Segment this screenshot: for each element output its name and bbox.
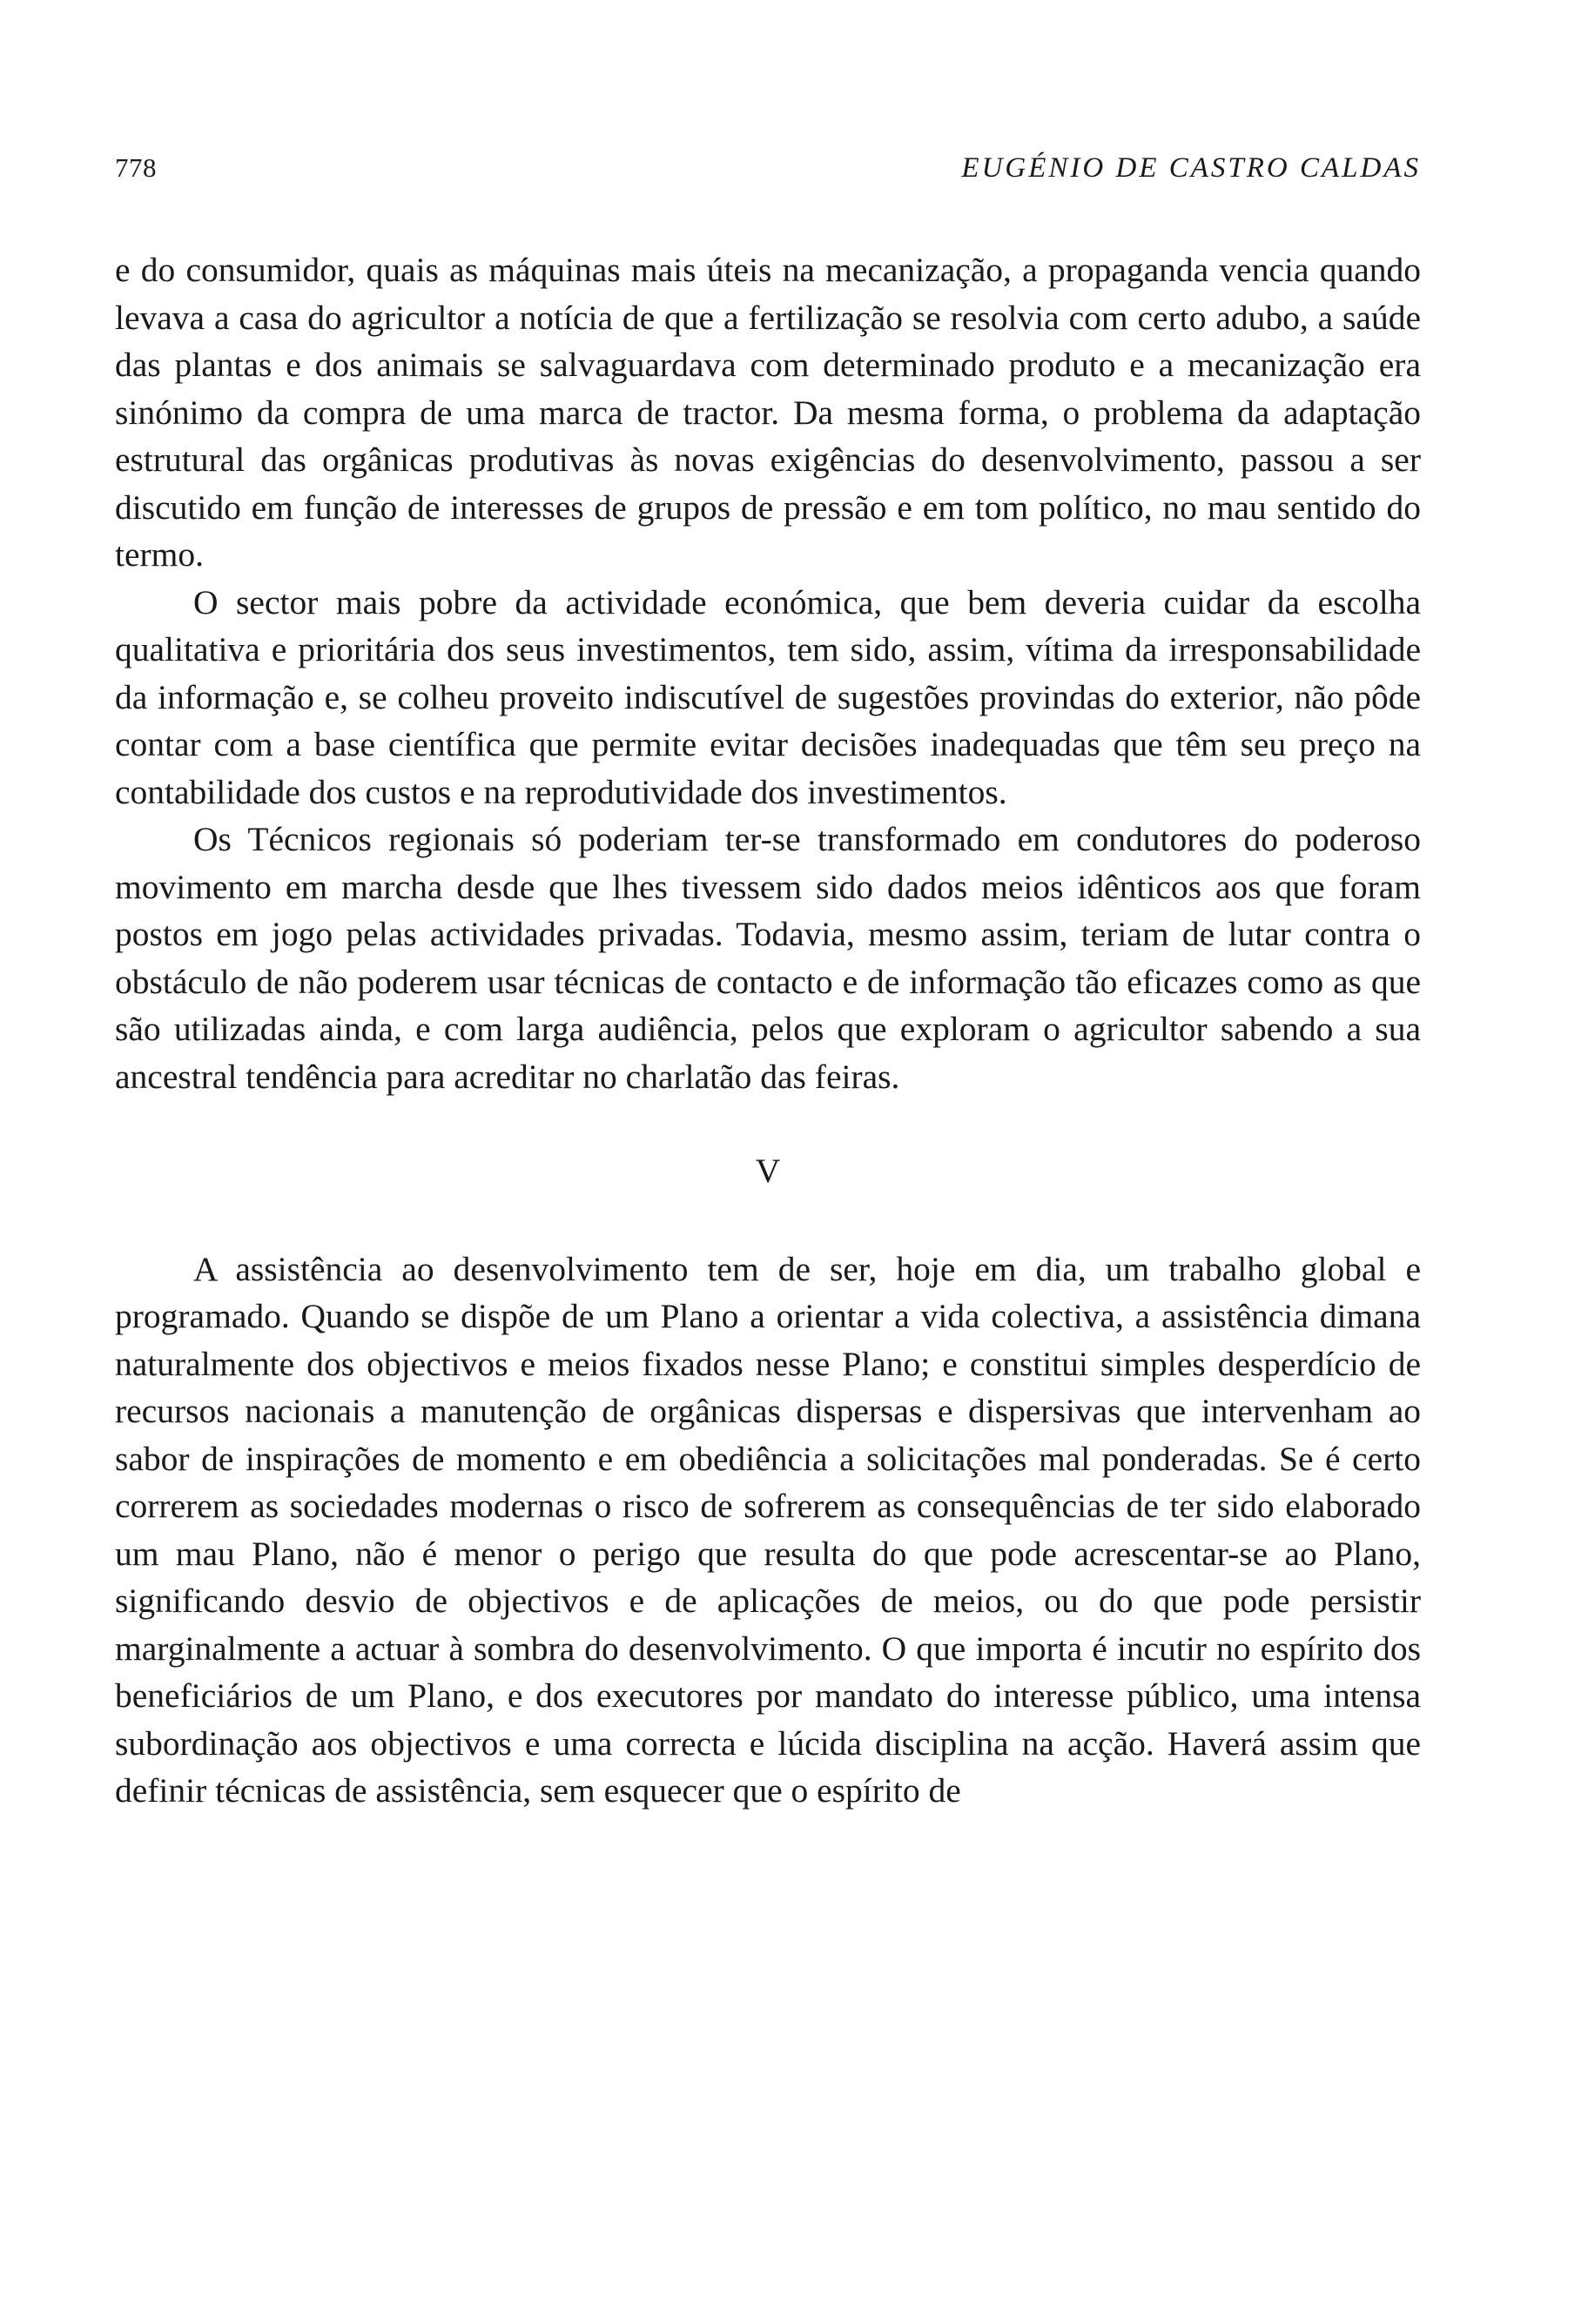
running-head <box>115 152 1421 196</box>
body-text <box>115 246 1421 1815</box>
paragraph: Os Técnicos regionais só poderiam ter-se transformado em condutores do poderoso movimento em marcha desde que lhes tivessem sido dados meios idênticos aos que foram postos em jogo pelas actividades privadas. Todavia, mesmo assim, teriam de lutar contra o obstáculo de não poderem usar técnicas de contacto e de informação tão eficazes como as que são utilizadas ainda, e com larga audiência, pelos que exploram o agricultor sabendo a sua ancestral tendência para acreditar no charlatão das feiras. <box>115 820 1421 1096</box>
paragraph: A assistência ao desenvolvimento tem de ser, hoje em dia, um trabalho global e programado. Quando se dispõe de um Plano a orientar a vida colectiva, a assistência dimana naturalmente dos objectivos e meios fixados nesse Plano; e constitui simples desperdício de recursos nacionais a manutenção de orgânicas dispersas e dispersivas que intervenham ao sabor de inspirações de momento e em obediência a solicitações mal ponderadas. Se é certo correrem as sociedades modernas o risco de sofrerem as consequências de ter sido elaborado um mau Plano, não é menor o perigo que resulta do que pode acrescentar-se ao Plano, significando desvio de objectivos e de aplicações de meios, ou do que pode persistir marginalmente a actuar à sombra do desenvolvimento. O que importa é incutir no espírito dos beneficiários de um Plano, e dos executores por mandato do interesse público, uma intensa subordinação aos objectivos e uma correcta e lúcida disciplina na acção. Haverá assim que definir técnicas de assistência, sem esquecer que o espírito de <box>115 1249 1421 1810</box>
running-title: EUGÉNIO DE CASTRO CALDAS <box>961 152 1421 184</box>
page-number: 778 <box>115 152 157 183</box>
paragraph-continuation: e do consumidor, quais as máquinas mais úteis na mecanização, a propaganda vencia quando levava a casa do agricultor a notícia de que a fertilização se resolvia com certo adubo, a saúde das plantas e dos animais se salvaguardava com determinado produto e a mecanização era sinónimo da compra de uma marca de tractor. Da mesma forma, o problema da adaptação estrutural das orgânicas produtivas às novas exigências do desenvolvimento, passou a ser discutido em função de interesses de grupos de pressão e em tom político, no mau sentido do termo. <box>115 251 1421 574</box>
section-heading: V <box>755 1152 781 1190</box>
paragraph: O sector mais pobre da actividade económica, que bem deveria cuidar da escolha qualitativa e prioritária dos seus investimentos, tem sido, assim, vítima da irresponsabilidade da informação e, se colheu proveito indiscutível de sugestões provindas do exterior, não pôde contar com a base científica que permite evitar decisões inadequadas que têm seu preço na contabilidade dos custos e na reprodutividade dos investimentos. <box>115 582 1421 811</box>
